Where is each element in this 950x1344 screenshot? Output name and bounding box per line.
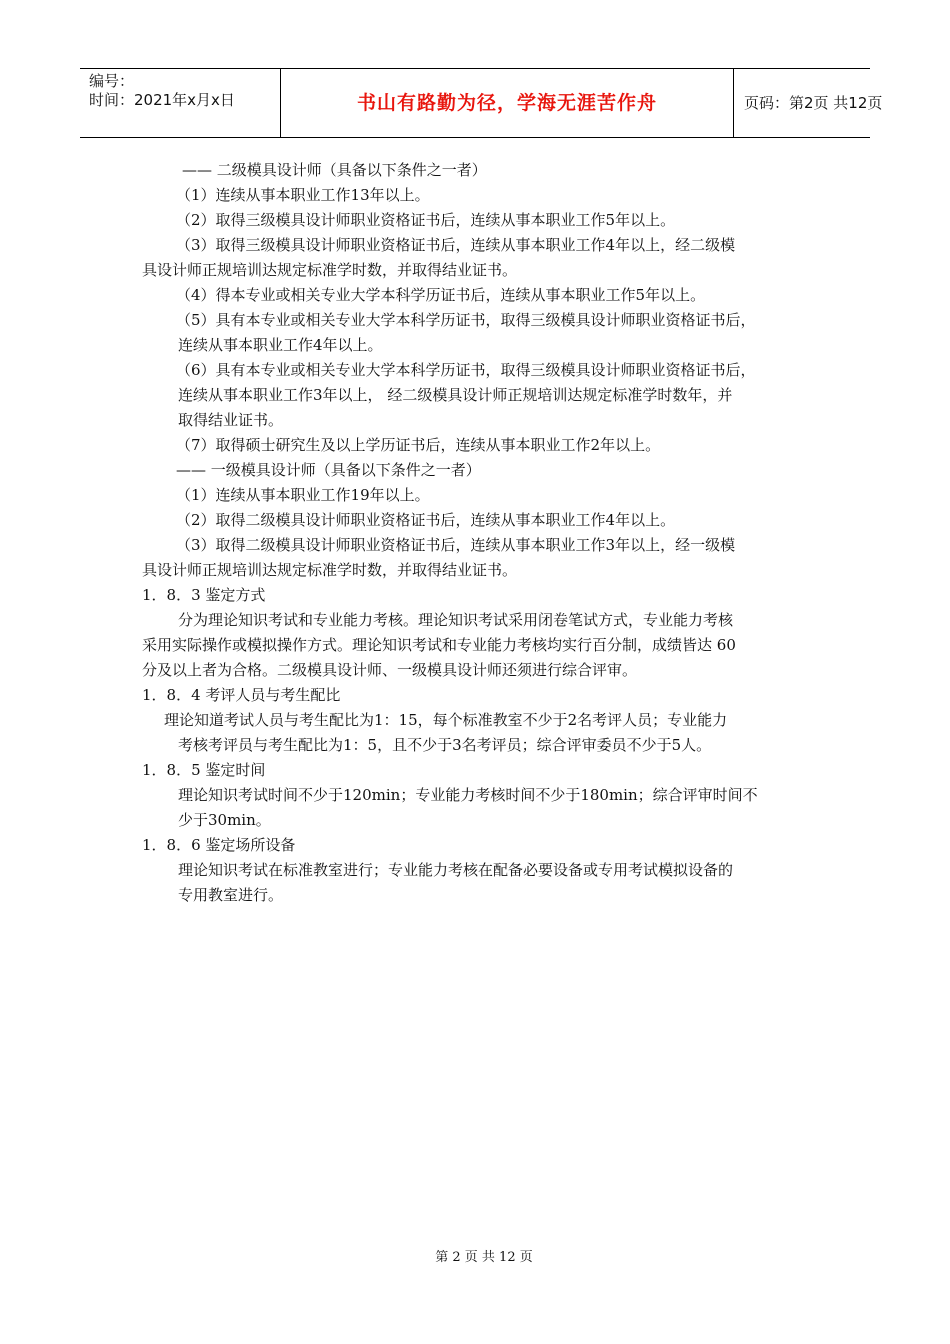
text-line: （3）取得二级模具设计师职业资格证书后，连续从事本职业工作3年以上，经一级模 <box>176 536 736 554</box>
text-line: —— 一级模具设计师（具备以下条件之一者） <box>176 461 481 479</box>
text-line: 少于30min。 <box>178 811 271 829</box>
header-motto: 书山有路勤为径，学海无涯苦作舟 <box>356 92 657 114</box>
page-header <box>80 68 883 138</box>
header-motto-cell <box>281 69 734 137</box>
text-line: （3）取得三级模具设计师职业资格证书后，连续从事本职业工作4年以上，经二级模 <box>176 236 736 254</box>
text-line: （7）取得硕士研究生及以上学历证书后，连续从事本职业工作2年以上。 <box>176 436 661 454</box>
document-body <box>142 158 822 908</box>
text-line: 专用教室进行。 <box>178 886 284 904</box>
document-number-label: 编号： <box>89 72 135 90</box>
text-line: 1．8．3 鉴定方式 <box>142 586 266 604</box>
text-line: 分及以上者为合格。二级模具设计师、一级模具设计师还须进行综合评审。 <box>142 661 638 679</box>
text-line: 分为理论知识考试和专业能力考核。理论知识考试采用闭卷笔试方式，专业能力考核 <box>178 611 734 629</box>
header-meta <box>80 69 281 137</box>
text-line: （1）连续从事本职业工作13年以上。 <box>176 186 430 204</box>
text-line: 1．8．6 鉴定场所设备 <box>142 836 296 854</box>
text-line: （4）得本专业或相关专业大学本科学历证书后，连续从事本职业工作5年以上。 <box>176 286 706 304</box>
header-page-number: 页码：第2页 共12页 <box>744 94 883 112</box>
text-line: （1）连续从事本职业工作19年以上。 <box>176 486 430 504</box>
text-line: 采用实际操作或模拟操作方式。理论知识考试和专业能力考核均实行百分制，成绩皆达 60 <box>142 636 736 654</box>
text-line: 取得结业证书。 <box>178 411 284 429</box>
text-line: 具设计师正规培训达规定标准学时数，并取得结业证书。 <box>142 561 518 579</box>
text-line: —— 二级模具设计师（具备以下条件之一者） <box>182 161 487 179</box>
text-line: （2）取得三级模具设计师职业资格证书后，连续从事本职业工作5年以上。 <box>176 211 676 229</box>
header-page-cell <box>734 69 883 137</box>
text-line: 连续从事本职业工作4年以上。 <box>178 336 383 354</box>
text-line: （6）具有本专业或相关专业大学本科学历证书，取得三级模具设计师职业资格证书后， <box>176 361 756 379</box>
text-line: 1．8．5 鉴定时间 <box>142 761 266 779</box>
text-line: 理论知识考试时间不少于120min；专业能力考核时间不少于180min；综合评审时间不 <box>178 786 758 804</box>
page-footer: 第 2 页 共 12 页 <box>435 1250 533 1265</box>
document-date-label: 时间：2021年x月x日 <box>89 91 235 109</box>
text-line: （2）取得二级模具设计师职业资格证书后，连续从事本职业工作4年以上。 <box>176 511 676 529</box>
text-line: （5）具有本专业或相关专业大学本科学历证书，取得三级模具设计师职业资格证书后， <box>176 311 756 329</box>
text-line: 考核考评员与考生配比为1：5，且不少于3名考评员；综合评审委员不少于5人。 <box>178 736 712 754</box>
text-line: 1．8．4 考评人员与考生配比 <box>142 686 341 704</box>
text-line: 理论知识考试在标准教室进行；专业能力考核在配备必要设备或专用考试模拟设备的 <box>178 861 734 879</box>
text-line: 连续从事本职业工作3年以上， 经二级模具设计师正规培训达规定标准学时数年，并 <box>178 386 733 404</box>
text-line: 具设计师正规培训达规定标准学时数，并取得结业证书。 <box>142 261 518 279</box>
text-line: 理论知道考试人员与考生配比为1：15，每个标准教室不少于2名考评人员；专业能力 <box>164 711 728 729</box>
